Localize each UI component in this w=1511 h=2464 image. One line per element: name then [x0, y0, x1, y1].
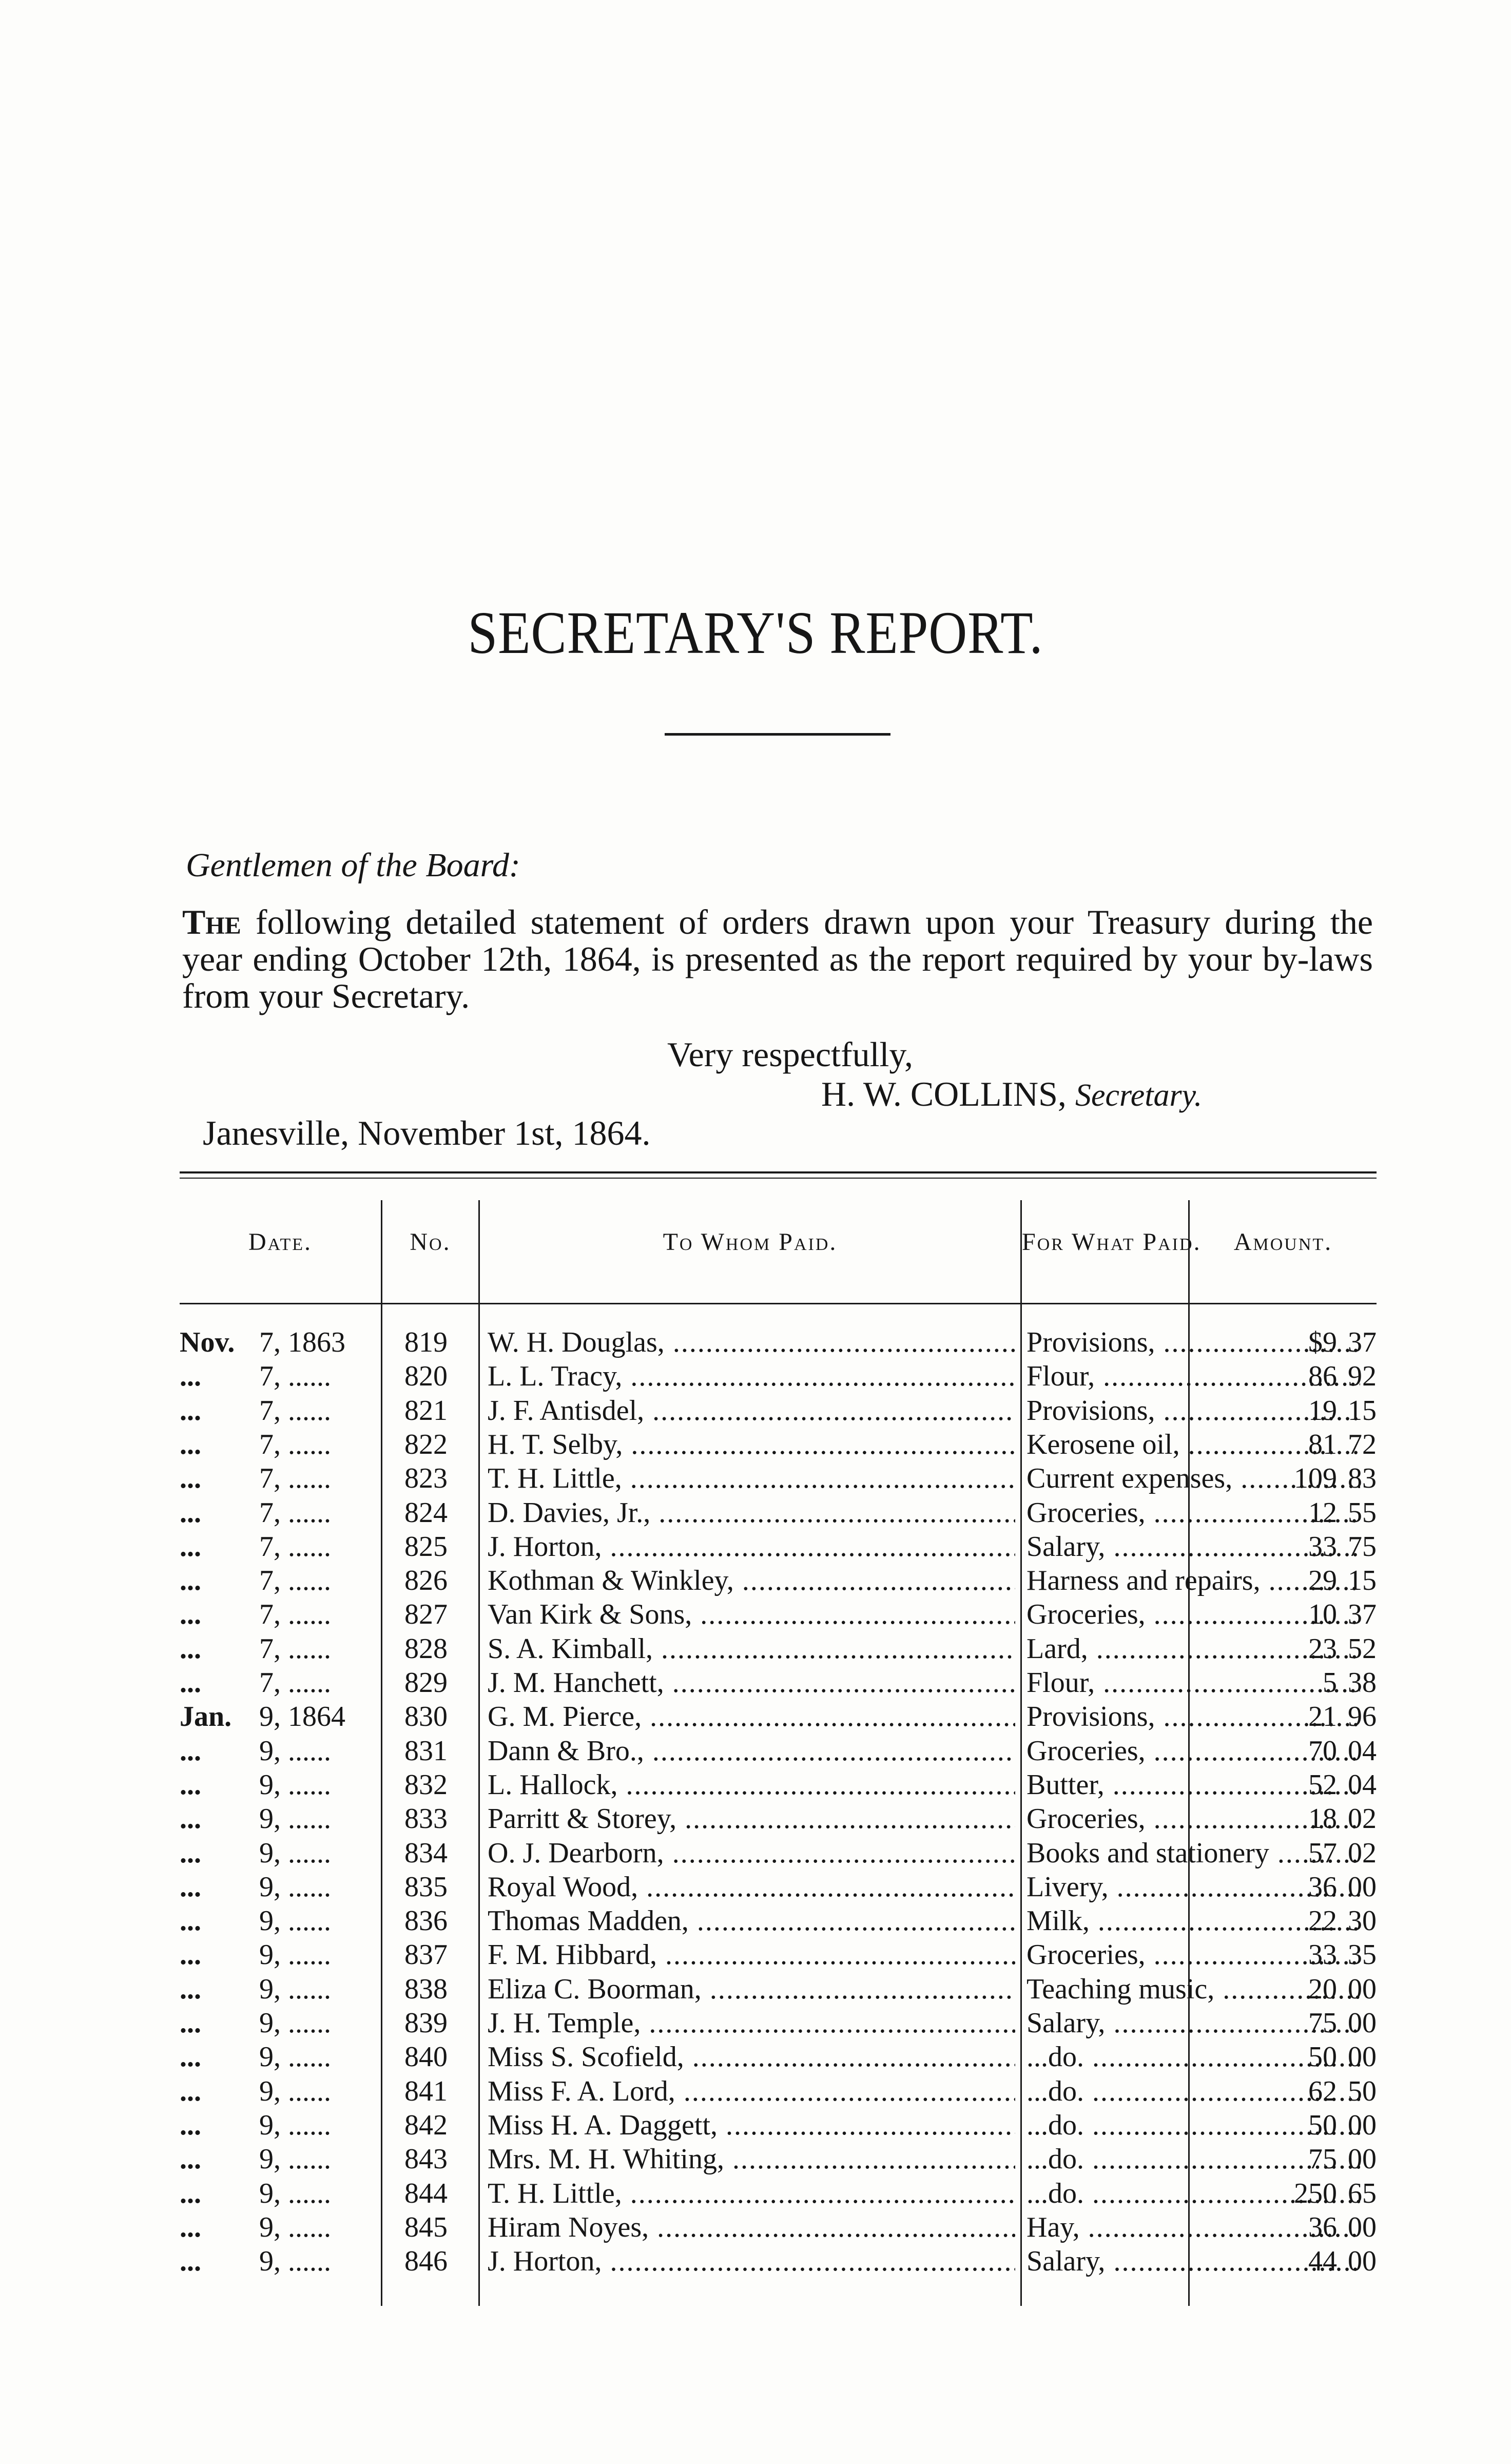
row-purpose: Groceries, ..... — [1026, 1597, 1360, 1631]
row-day: 9, ...... — [259, 2007, 331, 2039]
table-row — [180, 1564, 1377, 1597]
table-row — [180, 1394, 1377, 1428]
row-month: ... — [180, 1496, 201, 1529]
row-amount-dollars: 50 — [1308, 2041, 1337, 2073]
row-purpose: Flour, ..... — [1026, 1666, 1360, 1700]
table-row — [180, 2108, 1377, 2142]
row-amount-cents: 75 — [1348, 1530, 1377, 1563]
row-purpose: Flour, ..... — [1026, 1359, 1360, 1393]
row-payee: Miss F. A. Lord, ..... — [488, 2074, 1015, 2108]
row-amount-cents: 30 — [1348, 1905, 1377, 1937]
table-row — [180, 1734, 1377, 1768]
row-day: 9, ...... — [259, 2041, 331, 2073]
row-day: 9, ...... — [259, 2075, 331, 2107]
column-header-purpose: For What Paid. — [1022, 1228, 1202, 1256]
table-row — [180, 1325, 1377, 1359]
table-row — [180, 1802, 1377, 1836]
row-payee: H. T. Selby, ..... — [488, 1428, 1015, 1461]
row-amount-cents: 37 — [1348, 1326, 1377, 1358]
row-month: ... — [180, 1599, 201, 1631]
row-amount-dollars: 62 — [1308, 2075, 1337, 2107]
row-purpose: Kerosene oil, ..... — [1026, 1428, 1360, 1461]
row-amount-dollars: 86 — [1308, 1360, 1337, 1393]
row-amount-cents: 65 — [1348, 2177, 1377, 2209]
table-row — [180, 2006, 1377, 2040]
row-amount-dollars: 57 — [1308, 1837, 1337, 1869]
row-amount-cents: 35 — [1348, 1939, 1377, 1971]
table-header-rule — [180, 1303, 1377, 1304]
row-order-number: 824 — [404, 1496, 448, 1529]
row-month: ... — [180, 1632, 201, 1665]
table-row — [180, 1870, 1377, 1904]
row-purpose: ...do. ..... — [1026, 2108, 1360, 2142]
row-amount-cents: 15 — [1348, 1565, 1377, 1597]
row-day: 7, ...... — [259, 1667, 331, 1699]
row-payee: W. H. Douglas, ..... — [488, 1325, 1015, 1359]
row-order-number: 832 — [404, 1768, 448, 1801]
row-month: ... — [180, 2075, 201, 2107]
row-amount-cents: 50 — [1348, 2075, 1377, 2107]
row-day: 7, ...... — [259, 1496, 331, 1529]
table-row — [180, 1530, 1377, 1564]
row-order-number: 831 — [404, 1735, 448, 1767]
row-purpose: Salary, ..... — [1026, 1530, 1360, 1564]
table-row — [180, 1597, 1377, 1631]
row-month: ... — [180, 1530, 201, 1563]
row-month: ... — [180, 1360, 201, 1393]
table-row — [180, 1836, 1377, 1870]
orders-table — [180, 1171, 1377, 2321]
row-day: 7, ...... — [259, 1360, 331, 1393]
row-day: 7, 1863 — [259, 1326, 345, 1358]
row-amount-dollars: 23 — [1308, 1632, 1337, 1665]
row-order-number: 846 — [404, 2245, 448, 2278]
row-purpose: Hay, ..... — [1026, 2210, 1360, 2244]
row-amount-dollars: 20 — [1308, 1973, 1337, 2005]
row-amount-cents: 52 — [1348, 1632, 1377, 1665]
table-row — [180, 1768, 1377, 1802]
row-amount-cents: 00 — [1348, 2211, 1377, 2243]
row-amount-cents: 00 — [1348, 2245, 1377, 2278]
row-purpose: Groceries, ..... — [1026, 1496, 1360, 1530]
table-row — [180, 2142, 1377, 2176]
row-payee: D. Davies, Jr., ..... — [488, 1496, 1015, 1530]
row-month: ... — [180, 1428, 201, 1460]
row-amount-cents: 72 — [1348, 1428, 1377, 1460]
row-amount-dollars: 29 — [1308, 1565, 1337, 1597]
row-payee: Thomas Madden, ..... — [488, 1904, 1015, 1938]
table-row — [180, 1904, 1377, 1938]
row-day: 9, ...... — [259, 1735, 331, 1767]
row-amount-dollars: 33 — [1308, 1939, 1337, 1971]
row-purpose: ...do. ..... — [1026, 2177, 1360, 2210]
row-month: ... — [180, 1667, 201, 1699]
row-day: 7, ...... — [259, 1565, 331, 1597]
row-purpose: Provisions, ..... — [1026, 1394, 1360, 1428]
row-amount-dollars: 81 — [1308, 1428, 1337, 1460]
row-order-number: 834 — [404, 1837, 448, 1869]
table-top-rule-thin — [180, 1178, 1377, 1179]
row-order-number: 828 — [404, 1632, 448, 1665]
page-title: SECRETARY'S REPORT. — [468, 599, 1043, 666]
row-day: 7, ...... — [259, 1599, 331, 1631]
row-purpose: Provisions, ..... — [1026, 1700, 1360, 1734]
report-intro-paragraph — [182, 903, 1373, 1014]
row-purpose: Groceries, ..... — [1026, 1938, 1360, 1972]
row-payee: L. L. Tracy, ..... — [488, 1359, 1015, 1393]
row-payee: J. Horton, ..... — [488, 2244, 1015, 2278]
row-payee: L. Hallock, ..... — [488, 1768, 1015, 1802]
table-row — [180, 2244, 1377, 2278]
table-top-rule — [180, 1171, 1377, 1173]
row-day: 7, ...... — [259, 1428, 331, 1460]
row-month: ... — [180, 1394, 201, 1427]
row-purpose: ...do. ..... — [1026, 2074, 1360, 2108]
row-payee: Eliza C. Boorman, ..... — [488, 1972, 1015, 2006]
row-amount-cents: 02 — [1348, 1837, 1377, 1869]
table-row — [180, 1938, 1377, 1972]
row-amount-dollars: 22 — [1308, 1905, 1337, 1937]
row-day: 9, ...... — [259, 1803, 331, 1835]
row-purpose: ...do. ..... — [1026, 2142, 1360, 2176]
row-amount-dollars: 5 — [1323, 1667, 1337, 1699]
row-month: Jan. — [180, 1701, 232, 1733]
row-amount-cents: 96 — [1348, 1701, 1377, 1733]
row-month: ... — [180, 1837, 201, 1869]
row-amount-dollars: 250 — [1294, 2177, 1337, 2209]
row-amount-cents: 83 — [1348, 1462, 1377, 1495]
row-amount-dollars: 12 — [1308, 1496, 1337, 1529]
row-order-number: 836 — [404, 1905, 448, 1937]
row-day: 9, ...... — [259, 2143, 331, 2176]
row-amount-cents: 00 — [1348, 2109, 1377, 2141]
row-month: ... — [180, 1735, 201, 1767]
row-purpose: Teaching music, ..... — [1026, 1972, 1360, 2006]
column-header-payee: To Whom Paid. — [663, 1228, 838, 1256]
row-day: 9, ...... — [259, 1837, 331, 1869]
row-amount-dollars: 18 — [1308, 1803, 1337, 1835]
row-month: Nov. — [180, 1326, 235, 1358]
title-divider — [665, 733, 890, 736]
table-row — [180, 1632, 1377, 1666]
row-amount-cents: 15 — [1348, 1394, 1377, 1427]
row-payee: Miss H. A. Daggett, ..... — [488, 2108, 1015, 2142]
row-amount-dollars: 75 — [1308, 2143, 1337, 2176]
row-month: ... — [180, 2007, 201, 2039]
row-order-number: 841 — [404, 2075, 448, 2107]
row-amount-cents: 55 — [1348, 1496, 1377, 1529]
row-amount-dollars: 33 — [1308, 1530, 1337, 1563]
row-amount-dollars: 50 — [1308, 2109, 1337, 2141]
row-amount-dollars: 19 — [1308, 1394, 1337, 1427]
row-day: 7, ...... — [259, 1394, 331, 1427]
row-purpose: Butter, ..... — [1026, 1768, 1360, 1802]
row-amount-dollars: 21 — [1308, 1701, 1337, 1733]
row-day: 7, ...... — [259, 1530, 331, 1563]
row-amount-cents: 92 — [1348, 1360, 1377, 1393]
row-order-number: 845 — [404, 2211, 448, 2243]
row-order-number: 822 — [404, 1428, 448, 1460]
row-month: ... — [180, 2245, 201, 2278]
row-day: 9, ...... — [259, 1905, 331, 1937]
row-order-number: 837 — [404, 1939, 448, 1971]
dateline: Janesville, November 1st, 1864. — [203, 1113, 651, 1152]
row-month: ... — [180, 2211, 201, 2243]
column-header-amount: Amount. — [1233, 1228, 1333, 1256]
row-purpose: Current expenses, ..... — [1026, 1461, 1360, 1495]
row-order-number: 823 — [404, 1462, 448, 1495]
row-amount-cents: 04 — [1348, 1735, 1377, 1767]
table-row — [180, 1359, 1377, 1393]
row-day: 9, ...... — [259, 2109, 331, 2141]
row-amount-cents: 00 — [1348, 1973, 1377, 2005]
row-month: ... — [180, 2143, 201, 2176]
closing: Very respectfully, — [667, 1035, 913, 1074]
row-order-number: 842 — [404, 2109, 448, 2141]
row-amount-dollars: $9 — [1308, 1326, 1337, 1358]
row-month: ... — [180, 2109, 201, 2141]
row-payee: Dann & Bro., ..... — [488, 1734, 1015, 1768]
row-day: 9, ...... — [259, 1973, 331, 2005]
row-payee: Royal Wood, ..... — [488, 1870, 1015, 1904]
row-payee: S. A. Kimball, ..... — [488, 1632, 1015, 1666]
row-order-number: 826 — [404, 1565, 448, 1597]
intro-body: following detailed statement of orders drawn upon your Treasury during the year ending October 12th, 1864, is presented as the report required by your by-laws from your Secretary. — [182, 902, 1373, 1015]
row-purpose: Books and stationery ..... — [1026, 1836, 1360, 1870]
row-amount-dollars: 75 — [1308, 2007, 1337, 2039]
row-payee: Parritt & Storey, ..... — [488, 1802, 1015, 1836]
row-amount-dollars: 70 — [1308, 1735, 1337, 1767]
row-payee: J. M. Hanchett, ..... — [488, 1666, 1015, 1700]
table-row — [180, 1428, 1377, 1461]
table-row — [180, 2074, 1377, 2108]
row-order-number: 844 — [404, 2177, 448, 2209]
row-day: 7, ...... — [259, 1462, 331, 1495]
row-month: ... — [180, 1939, 201, 1971]
row-purpose: ...do. ..... — [1026, 2040, 1360, 2074]
row-payee: F. M. Hibbard, ..... — [488, 1938, 1015, 1972]
row-month: ... — [180, 1768, 201, 1801]
row-purpose: Lard, ..... — [1026, 1632, 1360, 1666]
row-day: 9, ...... — [259, 1939, 331, 1971]
row-payee: O. J. Dearborn, ..... — [488, 1836, 1015, 1870]
row-amount-dollars: 52 — [1308, 1768, 1337, 1801]
row-amount-cents: 00 — [1348, 2007, 1377, 2039]
salutation: Gentlemen of the Board: — [186, 846, 520, 884]
row-day: 9, ...... — [259, 1768, 331, 1801]
row-purpose: Groceries, ..... — [1026, 1734, 1360, 1768]
row-month: ... — [180, 1462, 201, 1495]
signature — [821, 1074, 1202, 1114]
row-month: ... — [180, 2041, 201, 2073]
row-purpose: Livery, ..... — [1026, 1870, 1360, 1904]
row-purpose: Groceries, ..... — [1026, 1802, 1360, 1836]
row-amount-dollars: 36 — [1308, 1871, 1337, 1903]
row-payee: Hiram Noyes, ..... — [488, 2210, 1015, 2244]
table-row — [180, 1461, 1377, 1495]
row-month: ... — [180, 1973, 201, 2005]
column-header-date: Date. — [248, 1228, 312, 1256]
row-order-number: 829 — [404, 1667, 448, 1699]
row-day: 9, ...... — [259, 2177, 331, 2209]
table-row — [180, 1700, 1377, 1734]
row-payee: Van Kirk & Sons, ..... — [488, 1597, 1015, 1631]
row-order-number: 840 — [404, 2041, 448, 2073]
row-order-number: 821 — [404, 1394, 448, 1427]
row-order-number: 820 — [404, 1360, 448, 1393]
row-payee: J. H. Temple, ..... — [488, 2006, 1015, 2040]
row-month: ... — [180, 1905, 201, 1937]
table-row — [180, 1972, 1377, 2006]
row-amount-cents: 37 — [1348, 1599, 1377, 1631]
signature-name: H. W. COLLINS, — [821, 1074, 1067, 1113]
row-day: 9, 1864 — [259, 1701, 345, 1733]
row-amount-cents: 38 — [1348, 1667, 1377, 1699]
row-amount-dollars: 44 — [1308, 2245, 1337, 2278]
row-payee: Kothman & Winkley, ..... — [488, 1564, 1015, 1597]
row-amount-cents: 00 — [1348, 2041, 1377, 2073]
row-amount-dollars: 109 — [1294, 1462, 1337, 1495]
table-row — [180, 2177, 1377, 2210]
row-amount-cents: 00 — [1348, 1871, 1377, 1903]
row-purpose: Harness and repairs, ..... — [1026, 1564, 1360, 1597]
row-payee: Mrs. M. H. Whiting, ..... — [488, 2142, 1015, 2176]
row-payee: J. F. Antisdel, ..... — [488, 1394, 1015, 1428]
row-payee: Miss S. Scofield, ..... — [488, 2040, 1015, 2074]
row-day: 9, ...... — [259, 1871, 331, 1903]
row-order-number: 843 — [404, 2143, 448, 2176]
table-row — [180, 2210, 1377, 2244]
row-order-number: 835 — [404, 1871, 448, 1903]
row-order-number: 838 — [404, 1973, 448, 2005]
row-purpose: Provisions, ..... — [1026, 1325, 1360, 1359]
row-order-number: 825 — [404, 1530, 448, 1563]
intro-lead-word: The — [182, 902, 241, 941]
signature-title: Secretary. — [1075, 1078, 1203, 1113]
column-header-no: No. — [410, 1228, 451, 1256]
table-row — [180, 2040, 1377, 2074]
row-payee: T. H. Little, ..... — [488, 2177, 1015, 2210]
row-payee: T. H. Little, ..... — [488, 1461, 1015, 1495]
table-row — [180, 1496, 1377, 1530]
row-month: ... — [180, 1565, 201, 1597]
row-purpose: Salary, ..... — [1026, 2244, 1360, 2278]
row-order-number: 830 — [404, 1701, 448, 1733]
row-month: ... — [180, 2177, 201, 2209]
row-purpose: Milk, ..... — [1026, 1904, 1360, 1938]
row-order-number: 833 — [404, 1803, 448, 1835]
row-amount-dollars: 36 — [1308, 2211, 1337, 2243]
row-amount-cents: 00 — [1348, 2143, 1377, 2176]
row-day: 9, ...... — [259, 2211, 331, 2243]
row-purpose: Salary, ..... — [1026, 2006, 1360, 2040]
row-month: ... — [180, 1803, 201, 1835]
row-order-number: 839 — [404, 2007, 448, 2039]
row-amount-cents: 02 — [1348, 1803, 1377, 1835]
row-payee: J. Horton, ..... — [488, 1530, 1015, 1564]
row-order-number: 819 — [404, 1326, 448, 1358]
row-amount-cents: 04 — [1348, 1768, 1377, 1801]
row-day: 7, ...... — [259, 1632, 331, 1665]
row-month: ... — [180, 1871, 201, 1903]
row-amount-dollars: 10 — [1308, 1599, 1337, 1631]
table-row — [180, 1666, 1377, 1700]
row-day: 9, ...... — [259, 2245, 331, 2278]
row-payee: G. M. Pierce, ..... — [488, 1700, 1015, 1734]
row-order-number: 827 — [404, 1599, 448, 1631]
